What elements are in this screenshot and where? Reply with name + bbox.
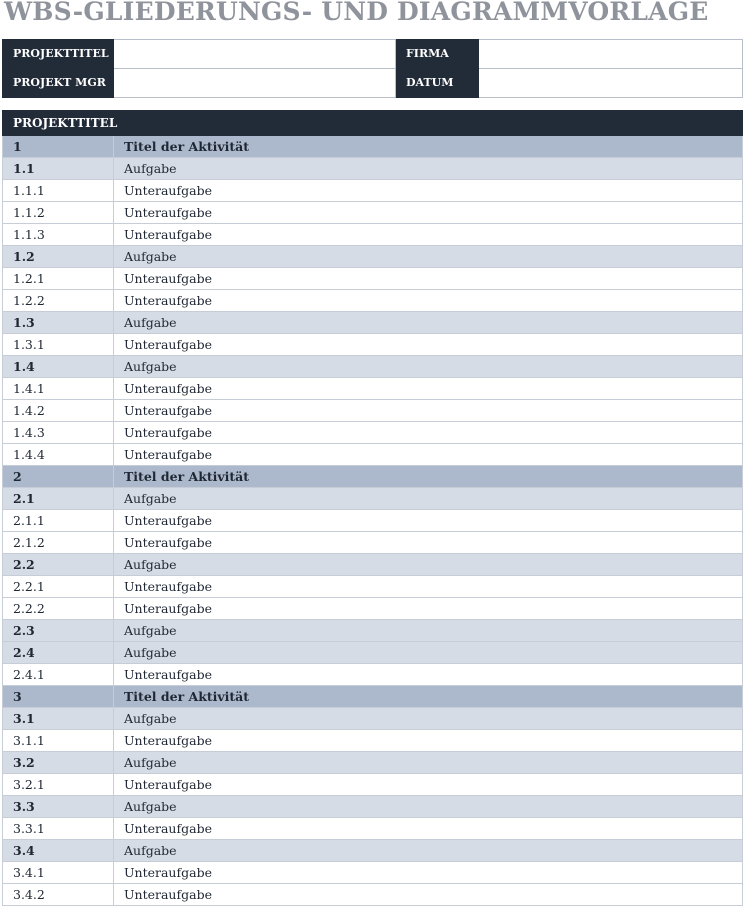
activity-row[interactable] <box>3 136 743 158</box>
subtask-row[interactable] <box>3 510 743 532</box>
wbs-number[interactable]: 3.4.2 <box>3 884 114 906</box>
wbs-label[interactable]: Unteraufgabe <box>114 664 743 686</box>
wbs-label[interactable]: Unteraufgabe <box>114 224 743 246</box>
task-row[interactable] <box>3 488 743 510</box>
wbs-label[interactable]: Titel der Aktivität <box>114 686 743 708</box>
wbs-number[interactable]: 2.4.1 <box>3 664 114 686</box>
wbs-number[interactable]: 3 <box>3 686 114 708</box>
wbs-number[interactable]: 3.2 <box>3 752 114 774</box>
wbs-label[interactable]: Unteraufgabe <box>114 774 743 796</box>
subtask-row[interactable] <box>3 730 743 752</box>
wbs-number[interactable]: 3.3 <box>3 796 114 818</box>
wbs-number[interactable]: 2.3 <box>3 620 114 642</box>
subtask-row[interactable] <box>3 268 743 290</box>
company-field[interactable] <box>479 40 743 69</box>
wbs-label[interactable]: Titel der Aktivität <box>114 466 743 488</box>
wbs-label[interactable]: Unteraufgabe <box>114 818 743 840</box>
task-row[interactable] <box>3 312 743 334</box>
wbs-number[interactable]: 1.1.2 <box>3 202 114 224</box>
subtask-row[interactable] <box>3 576 743 598</box>
subtask-row[interactable] <box>3 180 743 202</box>
wbs-number[interactable]: 2 <box>3 466 114 488</box>
wbs-label[interactable]: Unteraufgabe <box>114 576 743 598</box>
task-row[interactable] <box>3 554 743 576</box>
wbs-label[interactable]: Aufgabe <box>114 642 743 664</box>
wbs-label[interactable]: Aufgabe <box>114 708 743 730</box>
wbs-label[interactable]: Unteraufgabe <box>114 730 743 752</box>
task-row[interactable] <box>3 356 743 378</box>
subtask-row[interactable] <box>3 290 743 312</box>
wbs-table <box>2 110 743 906</box>
wbs-label[interactable]: Unteraufgabe <box>114 862 743 884</box>
wbs-label[interactable]: Unteraufgabe <box>114 400 743 422</box>
wbs-number[interactable]: 1.1.1 <box>3 180 114 202</box>
wbs-number[interactable]: 1.4.3 <box>3 422 114 444</box>
subtask-row[interactable] <box>3 378 743 400</box>
task-row[interactable] <box>3 796 743 818</box>
wbs-label[interactable]: Unteraufgabe <box>114 884 743 906</box>
wbs-label[interactable]: Unteraufgabe <box>114 598 743 620</box>
wbs-label[interactable]: Unteraufgabe <box>114 444 743 466</box>
project-title-field[interactable] <box>114 40 396 69</box>
wbs-number[interactable]: 1 <box>3 136 114 158</box>
wbs-number[interactable]: 2.2.1 <box>3 576 114 598</box>
task-row[interactable] <box>3 840 743 862</box>
wbs-label[interactable]: Unteraufgabe <box>114 180 743 202</box>
wbs-number[interactable]: 1.4.1 <box>3 378 114 400</box>
subtask-row[interactable] <box>3 224 743 246</box>
wbs-number[interactable]: 1.4.2 <box>3 400 114 422</box>
wbs-number[interactable]: 1.3 <box>3 312 114 334</box>
wbs-number[interactable]: 2.2.2 <box>3 598 114 620</box>
wbs-number[interactable]: 3.4.1 <box>3 862 114 884</box>
wbs-number[interactable]: 1.3.1 <box>3 334 114 356</box>
wbs-label[interactable]: Unteraufgabe <box>114 532 743 554</box>
project-info-row <box>3 40 743 69</box>
wbs-label[interactable]: Aufgabe <box>114 158 743 180</box>
wbs-number[interactable]: 1.2.2 <box>3 290 114 312</box>
project-info-row <box>3 69 743 98</box>
wbs-number[interactable]: 1.2.1 <box>3 268 114 290</box>
wbs-label[interactable]: Aufgabe <box>114 840 743 862</box>
project-mgr-field[interactable] <box>114 69 396 98</box>
date-field[interactable] <box>479 69 743 98</box>
wbs-number[interactable]: 1.1 <box>3 158 114 180</box>
wbs-number[interactable]: 1.4.4 <box>3 444 114 466</box>
wbs-label[interactable]: Aufgabe <box>114 554 743 576</box>
subtask-row[interactable] <box>3 598 743 620</box>
subtask-row[interactable] <box>3 774 743 796</box>
wbs-number[interactable]: 2.1.1 <box>3 510 114 532</box>
wbs-label[interactable]: Aufgabe <box>114 488 743 510</box>
subtask-row[interactable] <box>3 400 743 422</box>
subtask-row[interactable] <box>3 334 743 356</box>
wbs-number[interactable]: 1.2 <box>3 246 114 268</box>
project-info-table <box>2 39 743 98</box>
wbs-number[interactable]: 1.4 <box>3 356 114 378</box>
project-mgr-label: PROJEKT MGR <box>3 69 114 98</box>
subtask-row[interactable] <box>3 202 743 224</box>
wbs-header: PROJEKTTITEL <box>3 111 743 136</box>
task-row[interactable] <box>3 246 743 268</box>
wbs-label[interactable]: Aufgabe <box>114 312 743 334</box>
wbs-label[interactable]: Aufgabe <box>114 620 743 642</box>
task-row[interactable] <box>3 158 743 180</box>
subtask-row[interactable] <box>3 664 743 686</box>
subtask-row[interactable] <box>3 862 743 884</box>
subtask-row[interactable] <box>3 818 743 840</box>
wbs-label[interactable]: Unteraufgabe <box>114 290 743 312</box>
wbs-label[interactable]: Aufgabe <box>114 796 743 818</box>
wbs-label[interactable]: Unteraufgabe <box>114 334 743 356</box>
project-title-label: PROJEKTTITEL <box>3 40 114 69</box>
task-row[interactable] <box>3 752 743 774</box>
task-row[interactable] <box>3 642 743 664</box>
wbs-number[interactable]: 3.1.1 <box>3 730 114 752</box>
wbs-number[interactable]: 3.1 <box>3 708 114 730</box>
wbs-number[interactable]: 1.1.3 <box>3 224 114 246</box>
wbs-number[interactable]: 2.4 <box>3 642 114 664</box>
subtask-row[interactable] <box>3 444 743 466</box>
date-label: DATUM <box>396 69 479 98</box>
wbs-label[interactable]: Titel der Aktivität <box>114 136 743 158</box>
subtask-row[interactable] <box>3 884 743 906</box>
wbs-header-row <box>3 111 743 136</box>
wbs-label[interactable]: Aufgabe <box>114 752 743 774</box>
wbs-number[interactable]: 2.1 <box>3 488 114 510</box>
wbs-label[interactable]: Unteraufgabe <box>114 510 743 532</box>
wbs-number[interactable]: 3.4 <box>3 840 114 862</box>
wbs-number[interactable]: 3.2.1 <box>3 774 114 796</box>
activity-row[interactable] <box>3 466 743 488</box>
wbs-label[interactable]: Unteraufgabe <box>114 202 743 224</box>
task-row[interactable] <box>3 708 743 730</box>
subtask-row[interactable] <box>3 532 743 554</box>
wbs-number[interactable]: 2.1.2 <box>3 532 114 554</box>
activity-row[interactable] <box>3 686 743 708</box>
wbs-label[interactable]: Unteraufgabe <box>114 268 743 290</box>
page-title: WBS-GLIEDERUNGS- UND DIAGRAMMVORLAGE <box>4 0 709 26</box>
task-row[interactable] <box>3 620 743 642</box>
wbs-label[interactable]: Aufgabe <box>114 356 743 378</box>
wbs-number[interactable]: 3.3.1 <box>3 818 114 840</box>
wbs-label[interactable]: Aufgabe <box>114 246 743 268</box>
subtask-row[interactable] <box>3 422 743 444</box>
company-label: FIRMA <box>396 40 479 69</box>
wbs-label[interactable]: Unteraufgabe <box>114 378 743 400</box>
wbs-label[interactable]: Unteraufgabe <box>114 422 743 444</box>
wbs-number[interactable]: 2.2 <box>3 554 114 576</box>
